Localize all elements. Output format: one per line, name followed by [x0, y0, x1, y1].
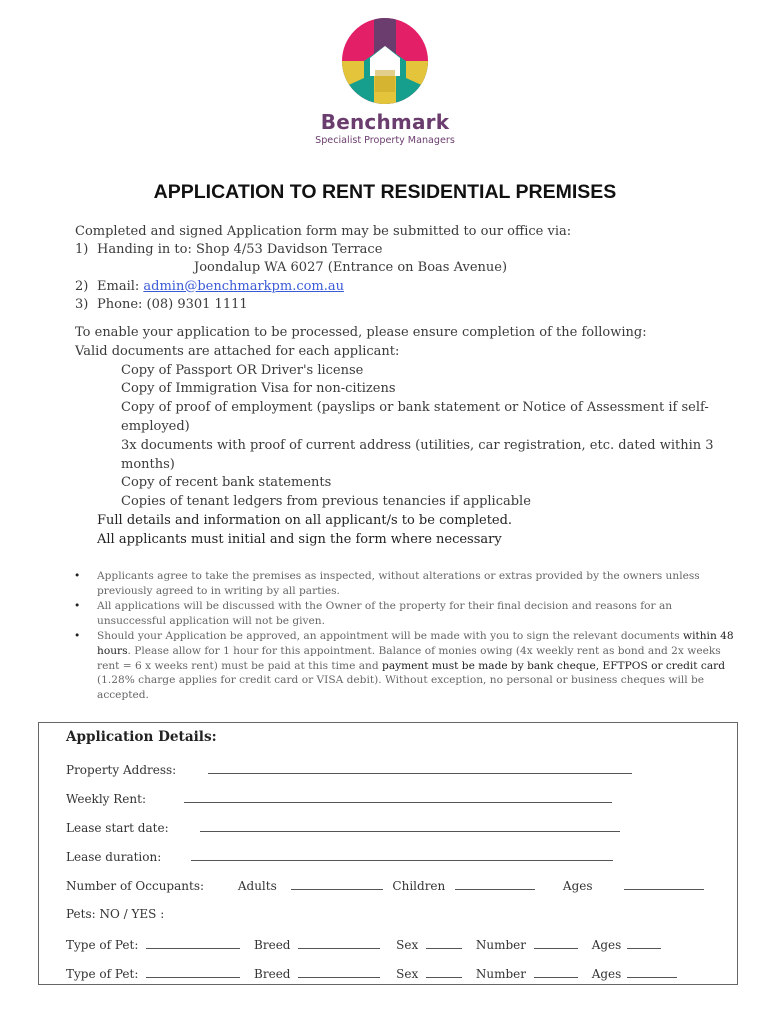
pet-type-field[interactable] — [146, 966, 240, 978]
checklist-label: Copy of recent bank statements — [121, 475, 332, 491]
pet-ages-label: Ages — [591, 967, 622, 981]
submission-item-2 — [75, 278, 735, 296]
terms-list — [74, 569, 744, 703]
application-details-heading: Application Details: — [66, 729, 217, 745]
bullet-icon: • — [74, 570, 81, 582]
document-checklist-item[interactable] — [75, 474, 735, 493]
checklist-label: Copy of Passport OR Driver's license — [121, 362, 364, 378]
bullet-icon: • — [74, 630, 81, 643]
document-checklist-item[interactable] — [75, 493, 735, 512]
checklist-label: Copy of Immigration Visa for non-citizens — [121, 381, 396, 397]
submission-item-1 — [75, 241, 735, 259]
terms-text: (1.28% charge applies for credit card or VISA debit). Without exception, no personal or business cheques will be accepted. — [97, 674, 705, 701]
document-checklist-item[interactable] — [75, 362, 735, 381]
submission-lead: Completed and signed Application form may be submitted to our office via: — [75, 224, 572, 239]
lease-duration-label: Lease duration: — [66, 850, 162, 864]
terms-item — [74, 569, 744, 598]
benchmark-house-logo-icon — [342, 18, 428, 104]
terms-item — [74, 599, 744, 628]
general-checklist-item[interactable] — [75, 512, 735, 531]
requirements-section — [75, 324, 735, 550]
sex-field[interactable] — [426, 937, 462, 949]
pet-row-2 — [66, 966, 677, 981]
property-address-field[interactable] — [208, 762, 632, 774]
checklist-label: Full details and information on all applicant/s to be completed. — [97, 512, 513, 528]
terms-text: . Please allow for 1 hour for this appointment. Balance of monies owing (4x weekly rent as bond and 2x weeks rent = 6 x weeks rent) must be paid at this time and — [97, 644, 721, 672]
checklist-label: Copy of proof of employment (payslips or bank statement or Notice of Assessment if self-employed) — [121, 400, 709, 434]
sex-label: Sex — [396, 967, 419, 981]
terms-text: All applications will be discussed with the Owner of the property for their final decision and reasons for an unsuccessful application will not be given. — [97, 600, 673, 627]
brand-tagline: Specialist Property Managers — [315, 135, 455, 146]
occupants-label: Number of Occupants: — [66, 879, 205, 893]
pet-ages-label: Ages — [591, 938, 622, 952]
property-address-row — [66, 762, 632, 777]
property-address-label: Property Address: — [66, 763, 177, 777]
pet-type-field[interactable] — [146, 937, 240, 949]
email-link[interactable]: admin@benchmarkpm.com.au — [143, 278, 345, 294]
item-number: 1) — [75, 242, 89, 258]
item-text: Phone: (08) 9301 1111 — [97, 296, 248, 312]
number-label: Number — [475, 938, 527, 952]
number-field[interactable] — [534, 966, 578, 978]
lease-duration-row — [66, 849, 613, 864]
documents-lead: Valid documents are attached for each applicant: — [75, 343, 400, 359]
bullet-icon: • — [74, 600, 81, 613]
number-label: Number — [475, 967, 527, 981]
number-field[interactable] — [534, 937, 578, 949]
breed-label: Breed — [254, 967, 291, 981]
terms-emphasis: payment must be made by bank cheque, EFTPOS or credit card — [382, 659, 726, 672]
adults-label: Adults — [237, 879, 277, 893]
ages-label: Ages — [562, 879, 593, 893]
pet-ages-field[interactable] — [627, 937, 661, 949]
item-text: Handing in to: Shop 4/53 Davidson Terrace — [97, 242, 383, 258]
pet-type-label: Type of Pet: — [66, 967, 139, 981]
page-title: APPLICATION TO RENT RESIDENTIAL PREMISES — [153, 181, 617, 203]
sex-label: Sex — [396, 938, 419, 952]
document-checklist-item[interactable] — [75, 399, 735, 437]
checklist-label: Copies of tenant ledgers from previous tenancies if applicable — [121, 494, 531, 510]
breed-field[interactable] — [298, 966, 380, 978]
adults-field[interactable] — [291, 878, 383, 890]
breed-label: Breed — [254, 938, 291, 952]
lease-start-label: Lease start date: — [66, 821, 169, 835]
pets-label[interactable]: Pets: NO / YES : — [66, 907, 165, 921]
terms-item — [74, 629, 744, 702]
submission-instructions — [75, 223, 735, 314]
sex-field[interactable] — [426, 966, 462, 978]
document-checklist-item[interactable] — [75, 380, 735, 399]
weekly-rent-field[interactable] — [184, 791, 612, 803]
children-field[interactable] — [455, 878, 535, 890]
pets-row — [66, 907, 164, 921]
lease-duration-field[interactable] — [191, 849, 613, 861]
ages-field[interactable] — [624, 878, 704, 890]
submission-item-3 — [75, 296, 735, 314]
email-label: Email: — [97, 278, 144, 294]
submission-item-1-address: Joondalup WA 6027 (Entrance on Boas Avenue) — [194, 260, 508, 276]
requirements-lead: To enable your application to be processed, please ensure completion of the following: — [75, 325, 647, 340]
pet-row-1 — [66, 937, 661, 952]
pet-ages-field[interactable] — [627, 966, 677, 978]
breed-field[interactable] — [298, 937, 380, 949]
lease-start-field[interactable] — [200, 820, 620, 832]
pet-type-label: Type of Pet: — [66, 938, 139, 952]
weekly-rent-row — [66, 791, 612, 806]
terms-text: Should your Application be approved, an appointment will be made with you to sign the relevant documents — [97, 630, 684, 643]
item-number: 3) — [75, 296, 89, 312]
occupants-row — [66, 878, 704, 893]
checklist-label: All applicants must initial and sign the form where necessary — [97, 531, 502, 547]
company-logo — [0, 18, 770, 147]
weekly-rent-label: Weekly Rent: — [66, 792, 146, 806]
item-number: 2) — [75, 278, 89, 294]
terms-emphasis: within 48 hours — [97, 630, 734, 657]
general-checklist-item[interactable] — [75, 531, 735, 550]
document-checklist-item[interactable] — [75, 437, 735, 475]
lease-start-row — [66, 820, 620, 835]
brand-name: Benchmark — [320, 110, 450, 134]
children-label: Children — [392, 879, 446, 893]
terms-text: Applicants agree to take the premises as inspected, without alterations or extras provided by the owners unless previously agreed to in writing by all parties. — [97, 570, 700, 597]
checklist-label: 3x documents with proof of current address (utilities, car registration, etc. dated within 3 months) — [121, 437, 714, 472]
